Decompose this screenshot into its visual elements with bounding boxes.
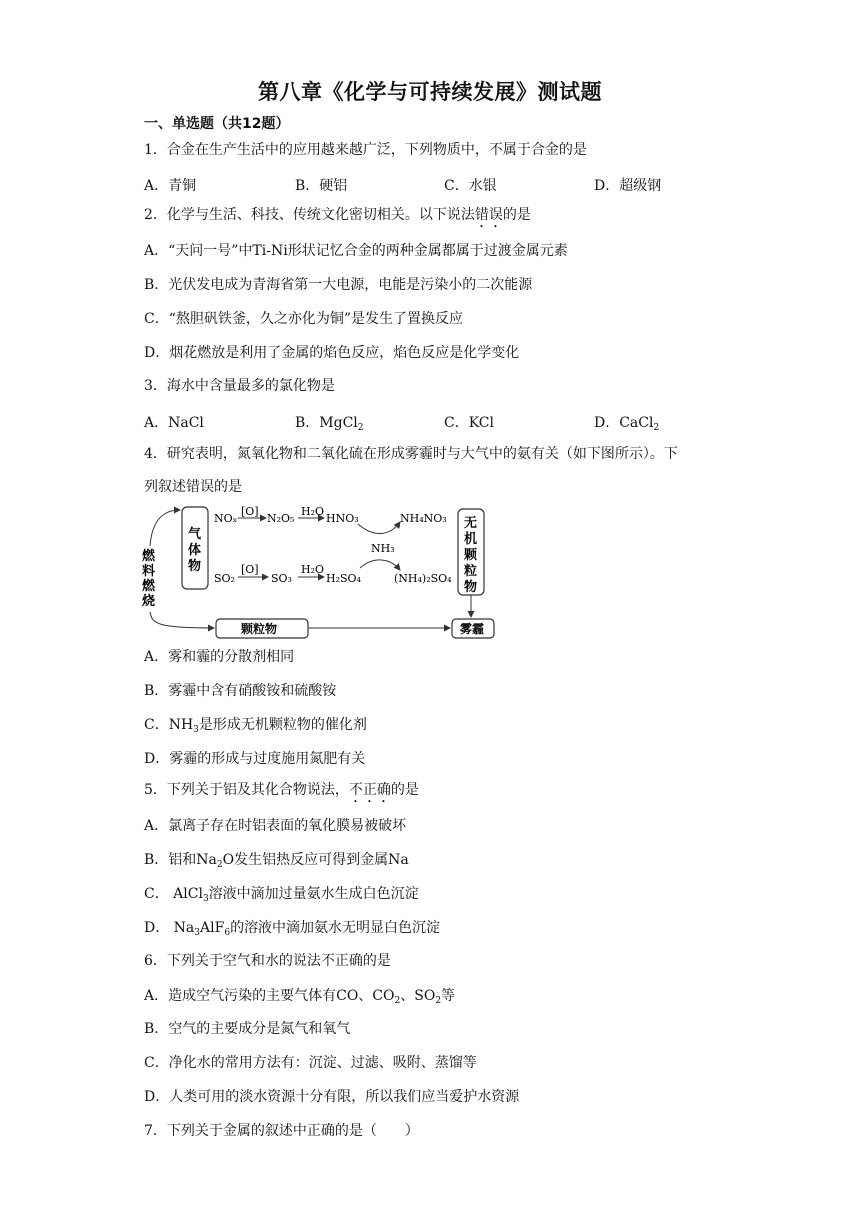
q3-option-b: B．MgCl$_2$ — [295, 415, 364, 433]
svg-text:体: 体 — [188, 543, 202, 558]
emphasis-text: 错误 — [474, 207, 503, 223]
svg-text:气: 气 — [188, 527, 202, 542]
q6-option-d: D．人类可用的淡水资源十分有限，所以我们应当爱护水资源 — [144, 1089, 520, 1105]
svg-text:物: 物 — [464, 580, 478, 595]
q1-option-b: B．硬铝 — [295, 178, 348, 194]
q3-option-c: C．KCl — [444, 415, 494, 431]
svg-text:机: 机 — [464, 532, 478, 547]
so2-label: SO₂ — [214, 572, 235, 585]
q2-option-d: D．烟花燃放是利用了金属的焰色反应，焰色反应是化学变化 — [144, 345, 520, 361]
h2o-reagent-1: H₂O — [301, 505, 325, 518]
q5-option-a: A．氯离子存在时铝表面的氧化膜易被破坏 — [144, 818, 407, 834]
nox-label: NOₓ — [214, 512, 238, 525]
q6-option-c: C．净化水的常用方法有：沉淀、过滤、吸附、蒸馏等 — [144, 1055, 477, 1071]
svg-text:料: 料 — [142, 564, 156, 579]
fuel-combustion-label — [141, 549, 156, 609]
page-title: 第八章《化学与可持续发展》测试题 — [258, 80, 602, 104]
h2so4-label: H₂SO₄ — [326, 572, 361, 585]
q4-option-b: B．雾霾中含有硝酸铵和硫酸铵 — [144, 683, 337, 699]
so3-label: SO₃ — [271, 572, 292, 585]
q4-option-d: D．雾霾的形成与过度施用氮肥有关 — [144, 751, 366, 767]
question-5-stem: 5．下列关于铝及其化合物说法，不正确的是 — [144, 782, 419, 798]
nh3-reagent: NH₃ — [371, 542, 395, 555]
q5-option-d: D． $Na_3AlF_6$的溶液中滴加氨水无明显白色沉淀 — [144, 920, 441, 938]
q1-option-a: A．青铜 — [144, 178, 197, 194]
o-reagent-2: [O] — [241, 563, 259, 576]
svg-text:颗: 颗 — [464, 548, 478, 563]
q1-option-d: D．超级钢 — [594, 178, 662, 194]
q2-option-a: A．“天问一号”中Ti-Ni形状记忆合金的两种金属都属于过渡金属元素 — [144, 243, 568, 259]
question-1-stem: 1．合金在生产生活中的应用越来越广泛，下列物质中，不属于合金的是 — [144, 142, 587, 158]
svg-text:雾霾: 雾霾 — [460, 622, 485, 636]
smog-formation-diagram — [138, 500, 508, 645]
n2o5-label: N₂O₅ — [267, 512, 295, 525]
question-3-stem: 3．海水中含量最多的氯化物是 — [144, 378, 335, 394]
q2-option-c: C．“熬胆矾铁釜，久之亦化为铜”是发生了置换反应 — [144, 311, 464, 327]
hno3-label: HNO₃ — [326, 512, 359, 525]
h2o-reagent-2: H₂O — [301, 563, 325, 576]
section-heading: 一、单选题（共12题） — [144, 116, 290, 132]
question-6-stem: 6．下列关于空气和水的说法不正确的是 — [144, 953, 391, 969]
svg-text:燃: 燃 — [142, 579, 156, 594]
q3-option-a: A．NaCl — [144, 415, 204, 431]
question-4-stem-line2: 列叙述错误的是 — [144, 479, 242, 495]
o-reagent-1: [O] — [241, 505, 259, 518]
emphasis-text: 不正确 — [348, 782, 391, 798]
q6-option-a: A．造成空气污染的主要气体有CO、$CO_2$、$SO_2$等 — [144, 988, 456, 1006]
svg-text:物: 物 — [188, 559, 202, 574]
q6-option-b: B．空气的主要成分是氮气和氧气 — [144, 1021, 351, 1037]
q5-option-c: C． AlCl$_3$溶液中滴加过量氨水生成白色沉淀 — [144, 886, 419, 904]
nh4no3-label: NH₄NO₃ — [400, 512, 447, 525]
question-4-stem-line1: 4．研究表明，氮氧化物和二氧化硫在形成雾霾时与大气中的氨有关（如下图所示）。下 — [144, 446, 678, 462]
q5-option-b: B．铝和$Na_2O$发生铝热反应可得到金属Na — [144, 852, 409, 870]
svg-text:燃: 燃 — [142, 549, 156, 564]
svg-text:无: 无 — [464, 516, 478, 531]
q4-option-c: C．$NH_3$是形成无机颗粒物的催化剂 — [144, 717, 367, 735]
svg-text:颗粒物: 颗粒物 — [241, 622, 278, 636]
question-7-stem: 7．下列关于金属的叙述中正确的是（ ） — [144, 1123, 419, 1139]
nh42so4-label: (NH₄)₂SO₄ — [394, 572, 452, 585]
q4-option-a: A．雾和霾的分散剂相同 — [144, 649, 295, 665]
q3-option-d: D．CaCl$_2$ — [594, 415, 660, 433]
q1-option-c: C．水银 — [444, 178, 497, 194]
svg-text:烧: 烧 — [142, 594, 156, 609]
svg-text:粒: 粒 — [464, 564, 478, 579]
q2-option-b: B．光伏发电成为青海省第一大电源，电能是污染小的二次能源 — [144, 277, 533, 293]
question-2-stem: 2．化学与生活、科技、传统文化密切相关。以下说法错误的是 — [144, 207, 531, 223]
